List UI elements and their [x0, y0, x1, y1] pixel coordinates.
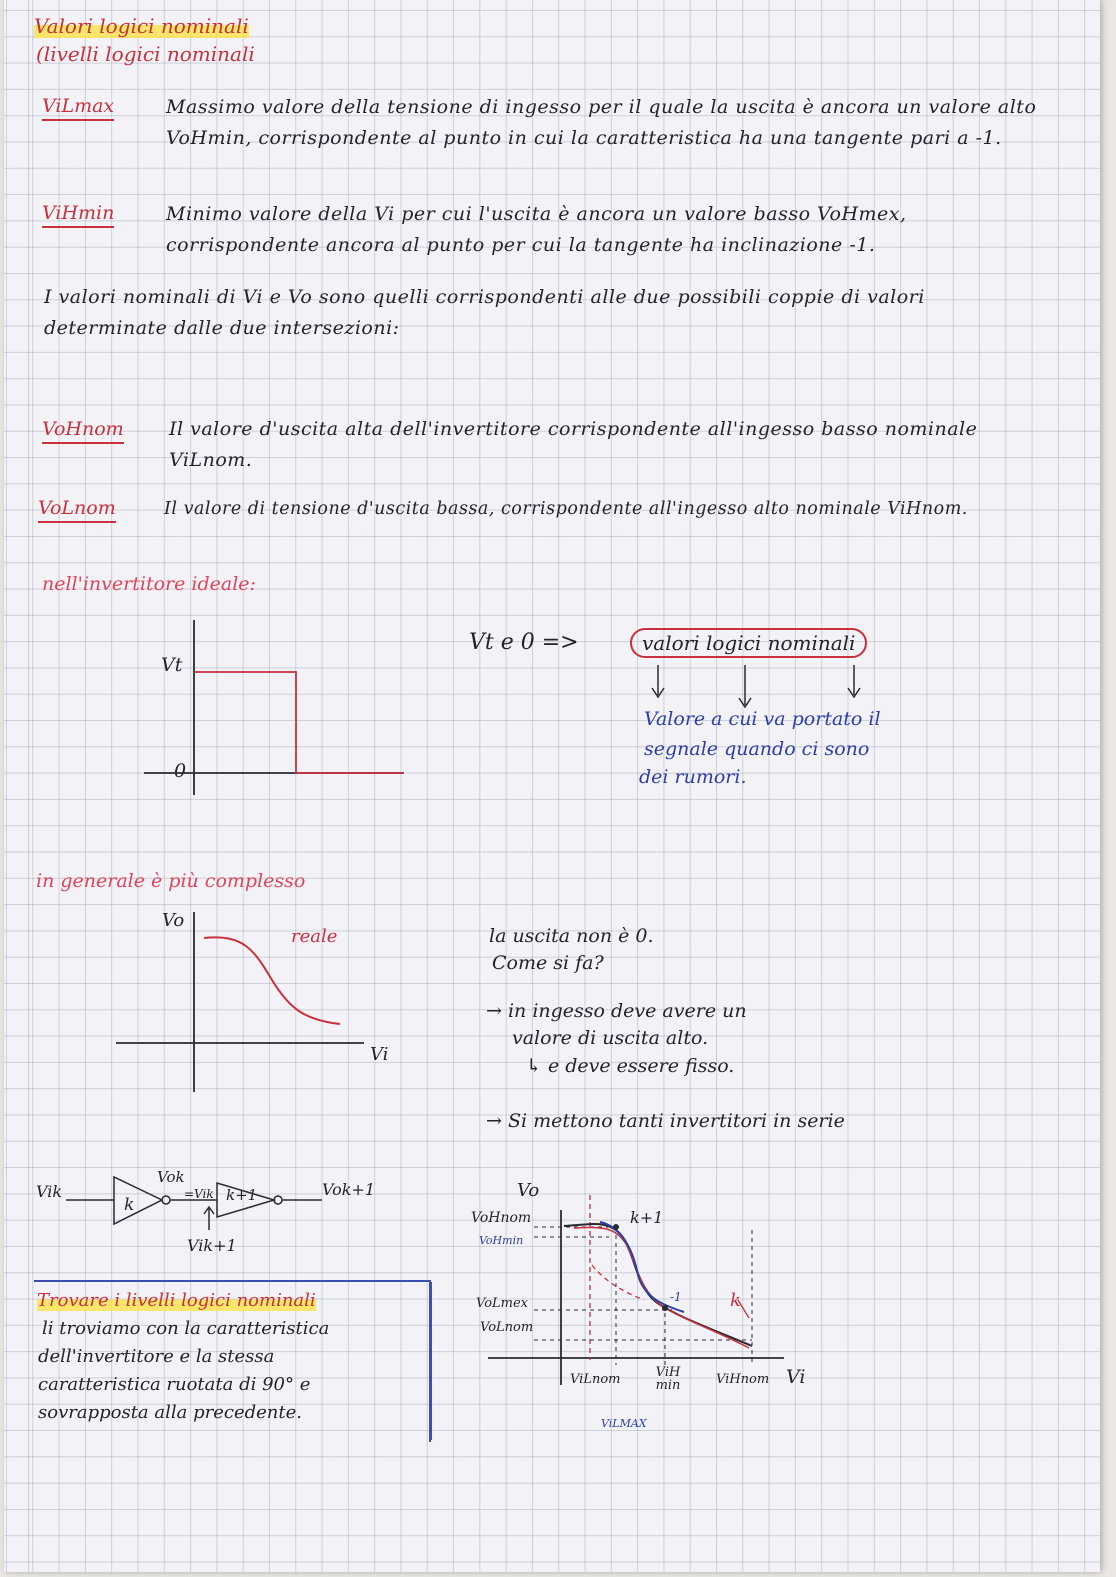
box-line-2: dell'invertitore e la stessa: [38, 1346, 275, 1367]
general-note-6: → Si mettono tanti invertitori in serie: [486, 1110, 845, 1132]
final-ylabel-volmex: VoLmex: [476, 1296, 529, 1311]
chain-vok-label: Vok: [157, 1168, 185, 1186]
box-line-4: sovrapposta alla precedente.: [38, 1402, 302, 1423]
box-line-3: caratteristica ruotata di 90° e: [38, 1374, 311, 1395]
intro-paragraph: I valori nominali di Vi e Vo sono quelli corrispondenti alle due possibili coppie di valori determinate dalle due intersezioni:: [44, 286, 925, 339]
final-dashed-guides: [534, 1227, 752, 1365]
ideal-curve: [194, 672, 404, 773]
definition-vihmin: Minimo valore della Vi per cui l'uscita è ancora un valore basso VoHmex, corrispondente ancora al punto per cui la tangente ha inclinazione -1.: [166, 203, 907, 256]
final-xlabel-vihnom: ViHnom: [716, 1372, 770, 1387]
general-axes: [116, 912, 364, 1092]
chain-mid-label: =Vik: [184, 1187, 214, 1201]
final-xlabel-vi: Vi: [786, 1366, 806, 1388]
final-curve-k1: [564, 1224, 752, 1346]
definition-vilmax: Massimo valore della tensione di ingesso per il quale la uscita è ancora un valore alto VoHmin, corrispondente al punto in cui la caratteristica ha una tangente pari a -1.: [166, 96, 1037, 149]
curve-label-reale: reale: [291, 926, 338, 947]
circled-nominal-values: valori logici nominali: [630, 628, 867, 658]
definition-volnom: Il valore di tensione d'uscita bassa, corrispondente all'ingesso alto nominale ViHnom.: [164, 499, 968, 519]
general-note-4: valore di uscita alto.: [512, 1027, 709, 1049]
box-line-1: li troviamo con la caratteristica: [42, 1318, 330, 1339]
ideal-heading: nell'invertitore ideale:: [42, 573, 256, 595]
final-red-dashed: [590, 1195, 644, 1360]
curve-label-k1: k+1: [630, 1208, 664, 1227]
gate-k-label: k: [124, 1195, 135, 1215]
definition-vohnom: Il valore d'uscita alta dell'invertitore corrispondente all'ingesso basso nominale ViLnom.: [169, 418, 978, 471]
page-title: Valori logici nominali: [34, 14, 249, 38]
box-heading: Trovare i livelli logici nominali: [37, 1290, 316, 1311]
ideal-arrows: [652, 665, 860, 707]
final-xlabel-vihmin: ViH min: [655, 1365, 681, 1393]
final-ylabel-vohmin: VoHmin: [479, 1234, 524, 1247]
term-vihmin: ViHmin: [42, 202, 114, 228]
ideal-note-1: Valore a cui va portato il: [644, 708, 881, 730]
ideal-formula: Vt e 0 =>: [469, 630, 579, 655]
general-vi-label: Vi: [370, 1044, 389, 1065]
general-heading: in generale è più complesso: [36, 870, 306, 892]
ideal-note-2: segnale quando ci sono: [644, 738, 870, 760]
general-note-1: la uscita non è 0.: [489, 925, 654, 947]
inverter-chain: [66, 1177, 322, 1230]
drawings-layer: [4, 0, 1100, 1572]
general-note-2: Come si fa?: [492, 952, 604, 974]
final-axes: [488, 1210, 784, 1385]
chain-vok1-label: Vok+1: [322, 1180, 375, 1199]
chain-vik1-label: Vik+1: [187, 1236, 237, 1255]
term-volnom: VoLnom: [38, 497, 116, 523]
final-red-arrow: [738, 1300, 749, 1318]
term-vohnom: VoHnom: [42, 418, 124, 444]
final-ylabel-volnom: VoLnom: [480, 1320, 534, 1335]
final-curve-k: [574, 1227, 749, 1348]
curve-label-minus1: -1: [670, 1290, 682, 1304]
final-xlabel-vilnom: ViLnom: [570, 1372, 621, 1387]
final-vo-label: Vo: [517, 1180, 540, 1201]
ideal-zero-label: 0: [174, 760, 187, 782]
ideal-axes: [144, 620, 404, 795]
ideal-note-3: dei rumori.: [639, 766, 747, 788]
general-vo-label: Vo: [162, 910, 185, 931]
general-note-3: → in ingesso deve avere un: [486, 1000, 747, 1022]
final-curve-blue: [600, 1222, 684, 1312]
term-vilmax: ViLmax: [42, 95, 114, 121]
page-subtitle: (livelli logici nominali: [36, 42, 255, 66]
gate-k1-label: k+1: [226, 1186, 258, 1204]
final-ylabel-vohnom: VoHnom: [471, 1210, 532, 1226]
general-real-curve: [204, 937, 340, 1024]
ideal-vt-label: Vt: [161, 654, 183, 676]
chain-input-label: Vik: [36, 1182, 63, 1201]
general-note-5: ↳ e deve essere fisso.: [526, 1055, 735, 1077]
final-below-vilmax: ViLMAX: [601, 1417, 647, 1430]
curve-label-k: k: [730, 1290, 741, 1311]
notebook-page: [4, 0, 1100, 1572]
